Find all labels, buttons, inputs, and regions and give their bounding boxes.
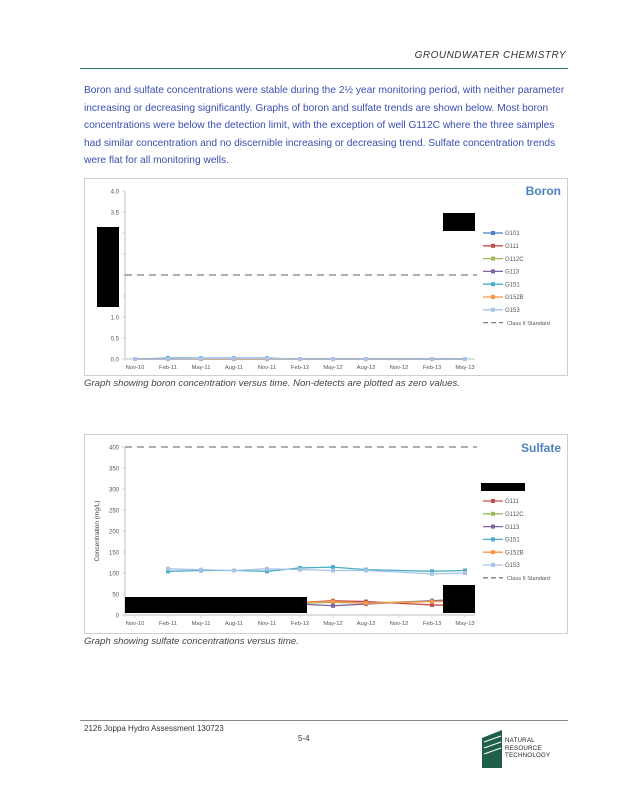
x-tick-label: Nov-10 bbox=[125, 621, 145, 627]
y-tick-label: 400 bbox=[108, 445, 119, 452]
section-title: GROUNDWATER CHEMISTRY bbox=[414, 50, 566, 61]
logo-line-3: TECHNOLOGY bbox=[505, 752, 551, 759]
x-tick-label: Feb-11 bbox=[159, 365, 177, 371]
legend-marker-g112c bbox=[491, 257, 495, 261]
data-point-g153 bbox=[232, 568, 236, 572]
x-tick-label: Feb-13 bbox=[422, 365, 442, 371]
redaction-box bbox=[97, 227, 119, 307]
legend-label-g113: G113 bbox=[505, 269, 520, 276]
body-paragraph: Boron and sulfate concentrations were stable during the 2½ year monitoring period, with neither parameter increasing or decreasing significantly. Graphs of boron and sulfate trends are shown below. Most boron concentrations were below the detection limit, with the exception of well G112C where the three samples had similar concentration and no discernible increasing or decreasing trend. Sulfate concentration trends were flat for all monitoring wells. bbox=[84, 85, 565, 167]
data-point-g153 bbox=[430, 572, 434, 576]
legend-label-g112c: G112C bbox=[505, 512, 524, 518]
y-tick-label: 300 bbox=[108, 487, 119, 494]
legend-marker-g101 bbox=[491, 231, 495, 235]
footer-document-id: 2126 Joppa Hydro Assessment 130723 bbox=[84, 724, 224, 733]
redaction-box bbox=[443, 585, 475, 613]
x-tick-label: May-11 bbox=[191, 365, 211, 371]
data-point-g153 bbox=[430, 357, 434, 361]
x-tick-label: May-13 bbox=[455, 621, 475, 627]
boron-caption: Graph showing boron concentration versus time. Non-detects are plotted as zero values. bbox=[84, 378, 460, 389]
data-point-g152b bbox=[331, 600, 335, 604]
legend-label-g153: G153 bbox=[505, 308, 520, 314]
sulfate-caption: Graph showing sulfate concentrations versus time. bbox=[84, 636, 299, 647]
company-logo-text bbox=[505, 737, 550, 760]
y-tick-label: 0.0 bbox=[110, 357, 119, 364]
redaction-box bbox=[443, 213, 475, 231]
header-rule bbox=[80, 68, 568, 69]
y-tick-label: 200 bbox=[108, 529, 119, 536]
data-point-g153 bbox=[265, 357, 269, 361]
data-point-g153 bbox=[463, 571, 467, 575]
data-point-g113 bbox=[331, 604, 335, 608]
x-tick-label: Aug-12 bbox=[356, 621, 376, 627]
data-point-g153 bbox=[331, 357, 335, 361]
y-tick-label: 50 bbox=[112, 592, 119, 599]
x-tick-label: Aug-11 bbox=[224, 365, 244, 371]
y-tick-label: 250 bbox=[108, 508, 119, 515]
legend-marker-g151 bbox=[491, 537, 495, 541]
data-point-g153 bbox=[298, 568, 302, 572]
y-tick-label: 150 bbox=[108, 550, 119, 557]
legend-label-g112c: G112C bbox=[505, 256, 524, 263]
y-tick-label: 4.0 bbox=[110, 189, 119, 196]
x-tick-label: Nov-10 bbox=[125, 365, 145, 371]
data-point-g153 bbox=[166, 357, 170, 361]
data-point-g153 bbox=[331, 568, 335, 572]
legend-marker-g151 bbox=[491, 282, 495, 286]
x-tick-label: Feb-12 bbox=[290, 621, 310, 627]
data-point-g153 bbox=[133, 357, 137, 361]
data-point-g153 bbox=[463, 357, 467, 361]
legend-marker-g113 bbox=[491, 269, 495, 273]
boron-chart bbox=[85, 179, 567, 375]
data-point-g153 bbox=[199, 568, 203, 572]
chart-title: Boron bbox=[525, 184, 561, 198]
footer-rule bbox=[80, 720, 568, 721]
legend-marker-g152b bbox=[491, 550, 495, 554]
x-tick-label: Nov-11 bbox=[257, 621, 277, 627]
legend-marker-g153 bbox=[491, 563, 495, 567]
x-tick-label: Aug-12 bbox=[356, 365, 376, 371]
x-tick-label: May-11 bbox=[191, 621, 211, 627]
legend-marker-g113 bbox=[491, 525, 495, 529]
data-point-g153 bbox=[298, 357, 302, 361]
legend-label-g152b: G152B bbox=[505, 295, 524, 302]
x-tick-label: Feb-11 bbox=[159, 621, 177, 627]
x-tick-label: Feb-12 bbox=[290, 365, 310, 371]
y-tick-label: 100 bbox=[108, 571, 119, 578]
data-point-g153 bbox=[199, 357, 203, 361]
redaction-box bbox=[125, 597, 307, 613]
legend-marker-g152b bbox=[491, 295, 495, 299]
legend-label-standard: Class II Standard bbox=[507, 576, 550, 582]
data-point-g153 bbox=[265, 567, 269, 571]
legend-label-g151: G151 bbox=[505, 537, 520, 544]
x-tick-label: May-12 bbox=[323, 621, 343, 627]
data-point-g152b bbox=[364, 601, 368, 605]
y-tick-label: 0 bbox=[115, 613, 119, 620]
data-point-g153 bbox=[166, 567, 170, 571]
data-point-g152b bbox=[430, 600, 434, 604]
boron-chart-frame bbox=[84, 178, 568, 376]
legend-label-g151: G151 bbox=[505, 282, 520, 289]
logo-line-2: RESOURCE bbox=[505, 744, 542, 752]
legend-label-g111: G111 bbox=[505, 244, 519, 250]
legend-marker-g111 bbox=[491, 244, 495, 248]
data-point-g153 bbox=[364, 568, 368, 572]
x-tick-label: Nov-12 bbox=[389, 365, 409, 371]
legend-label-g101: G101 bbox=[505, 231, 520, 238]
page-number: 5-4 bbox=[298, 734, 310, 743]
chart-title: Sulfate bbox=[520, 441, 561, 455]
y-axis-label: Concentration (mg/L) bbox=[94, 500, 101, 562]
y-tick-label: 3.5 bbox=[110, 210, 119, 217]
legend-label-g113: G113 bbox=[505, 524, 520, 531]
logo-line-1: NATURAL bbox=[505, 737, 535, 744]
legend-marker-g153 bbox=[491, 308, 495, 312]
sulfate-chart-frame bbox=[84, 434, 568, 634]
legend-label-g153: G153 bbox=[505, 563, 520, 570]
legend-label-g111: G111 bbox=[505, 499, 519, 506]
legend-label-standard: Class II Standard bbox=[507, 320, 550, 327]
y-tick-label: 350 bbox=[108, 466, 119, 473]
x-tick-label: May-13 bbox=[455, 365, 475, 371]
y-tick-label: 1.0 bbox=[110, 315, 119, 322]
x-tick-label: May-12 bbox=[323, 365, 343, 371]
x-tick-label: Feb-13 bbox=[422, 621, 442, 627]
data-point-g153 bbox=[364, 357, 368, 361]
y-tick-label: 0.5 bbox=[110, 336, 119, 343]
legend-marker-g111 bbox=[491, 499, 495, 503]
legend-label-g152b: G152B bbox=[505, 550, 524, 557]
legend-marker-g112c bbox=[491, 512, 495, 516]
x-tick-label: Aug-11 bbox=[224, 621, 244, 627]
x-tick-label: Nov-12 bbox=[389, 621, 409, 627]
redaction-box bbox=[481, 483, 525, 491]
sulfate-chart bbox=[85, 435, 567, 633]
x-tick-label: Nov-11 bbox=[257, 365, 277, 371]
data-point-g153 bbox=[232, 357, 236, 361]
